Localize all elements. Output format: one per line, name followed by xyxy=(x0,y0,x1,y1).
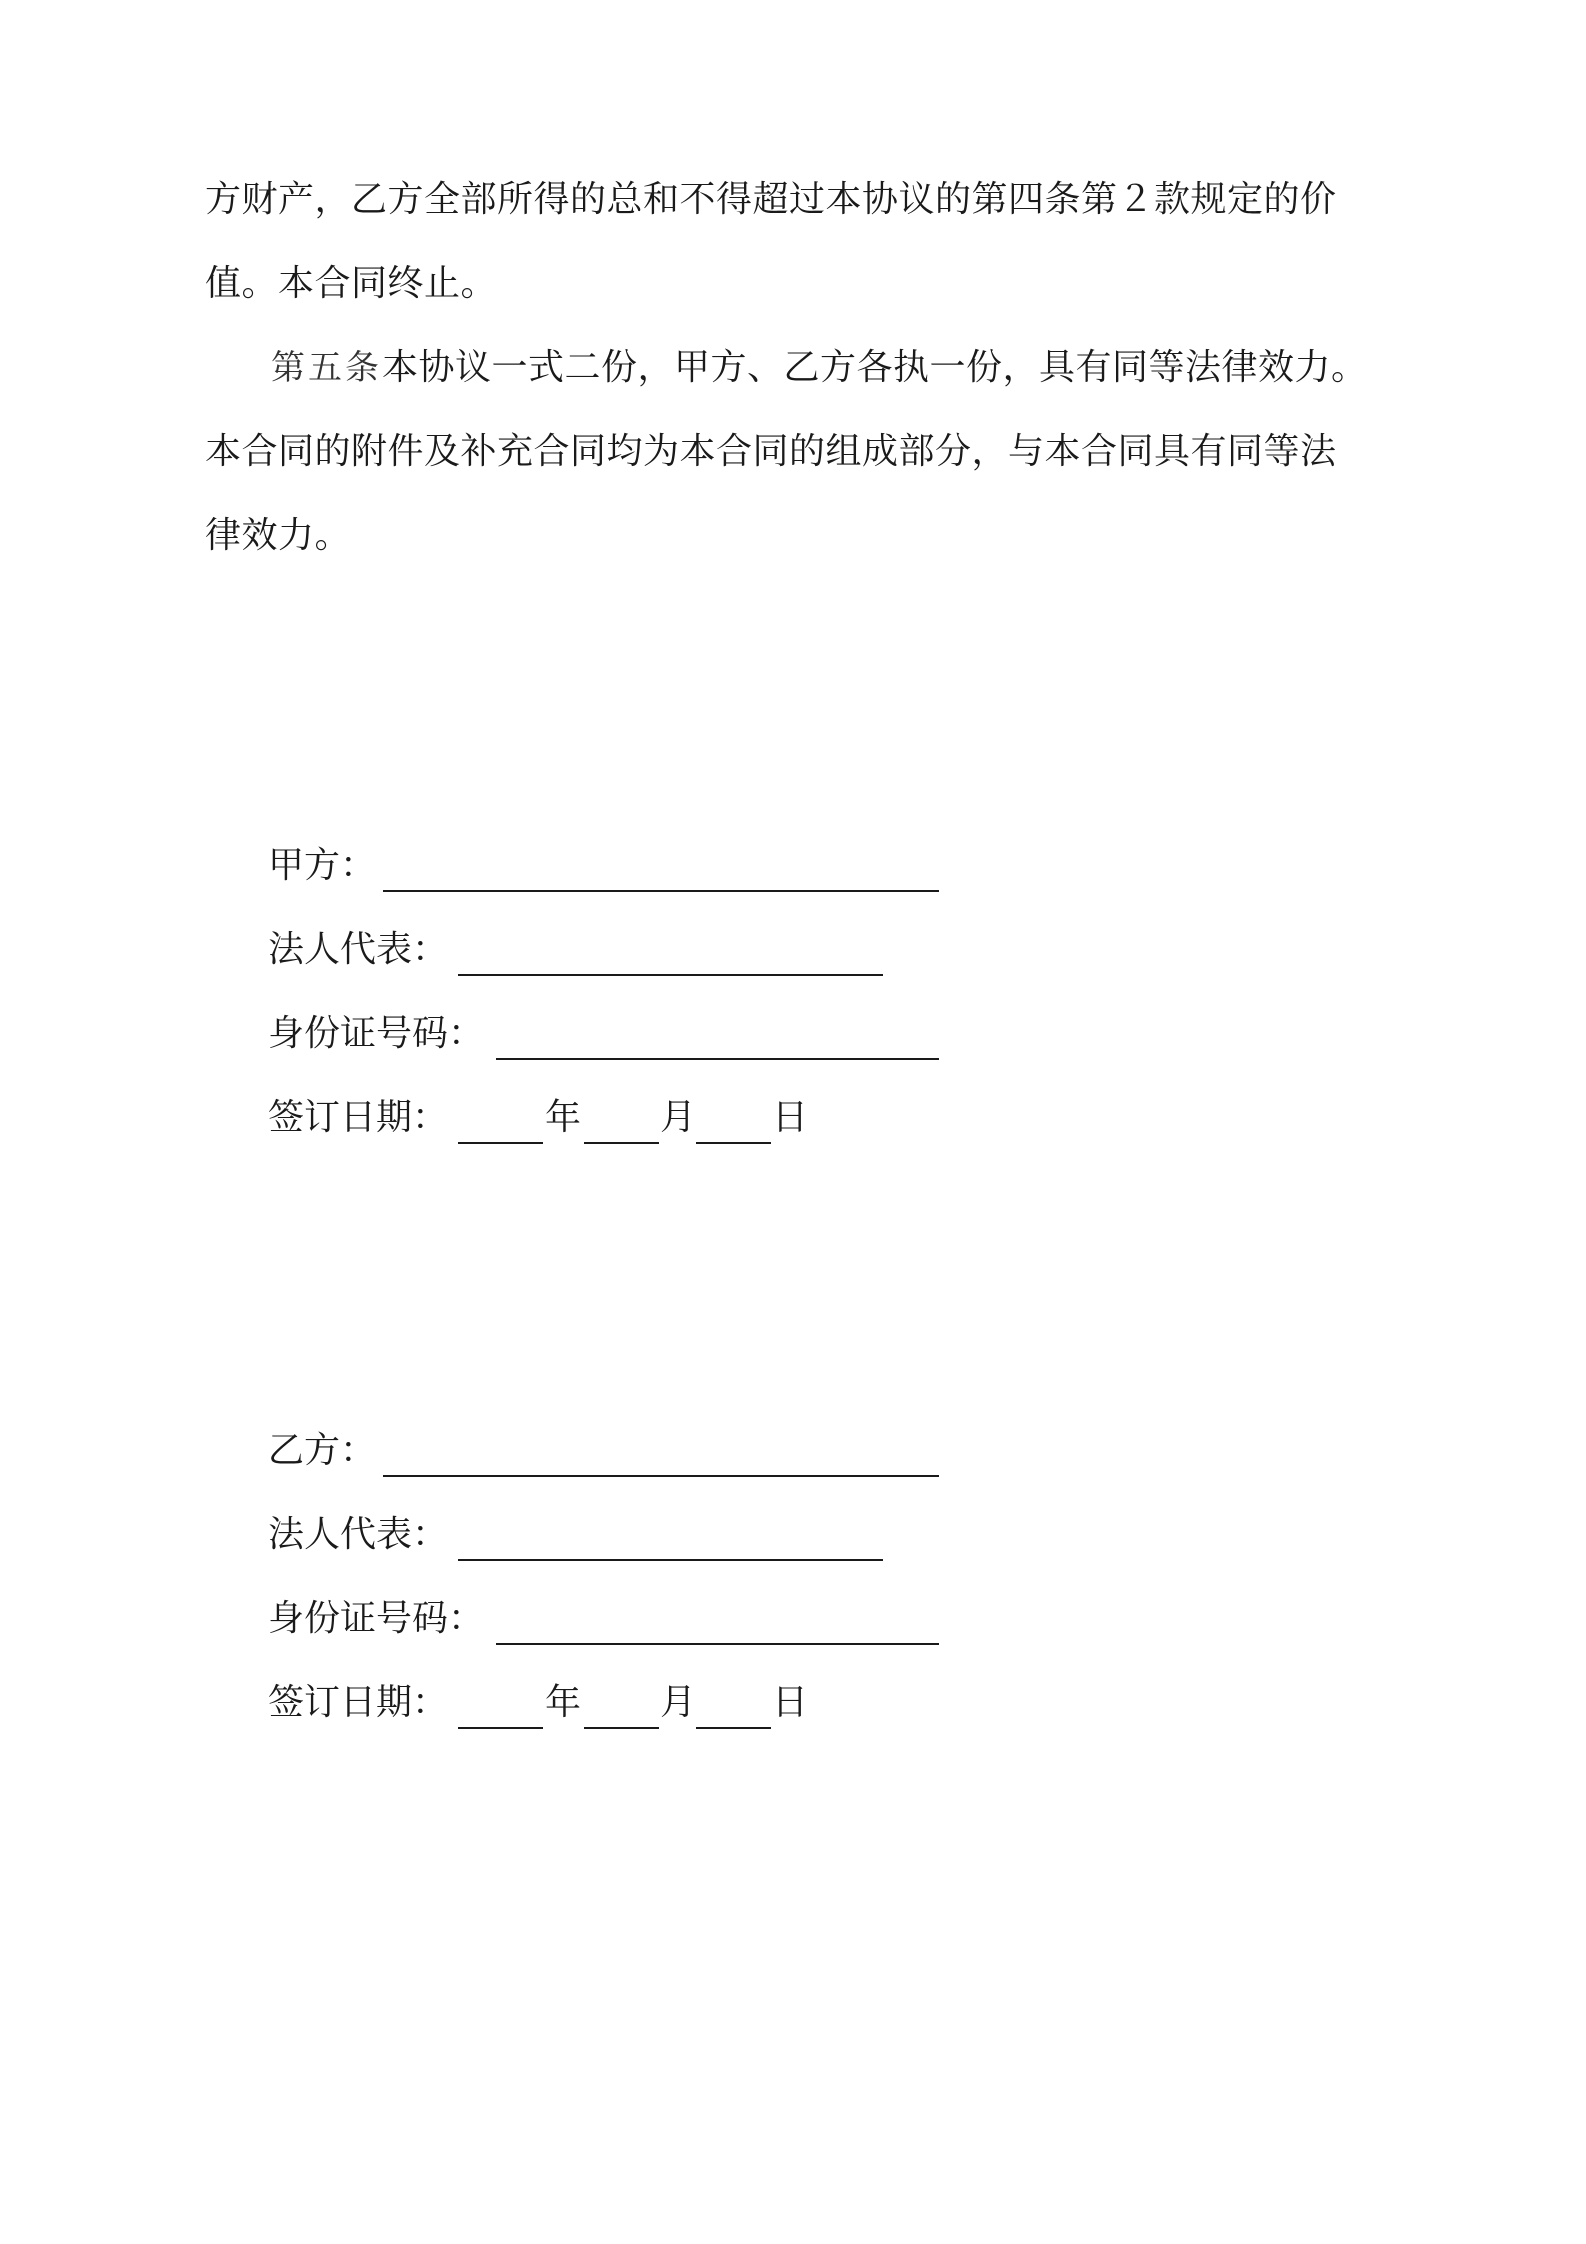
party-a-date-label: 签订日期： xyxy=(268,1097,449,1138)
paragraph-line: 本合同的附件及补充合同均为本合同的组成部分，与本合同具有同等法 xyxy=(205,431,1337,472)
party-b-day-field[interactable] xyxy=(696,1727,771,1729)
party-a-name-label: 甲方： xyxy=(268,845,377,886)
day-label: 日 xyxy=(772,1097,809,1138)
party-b-rep-label: 法人代表： xyxy=(268,1514,449,1555)
party-a-month-field[interactable] xyxy=(584,1142,659,1144)
paragraph-text: 本协议一式二份，甲方、乙方各执一份，具有同等法律效力。 xyxy=(382,347,1368,388)
party-b-signature-block xyxy=(268,1425,968,1761)
party-b-month-field[interactable] xyxy=(584,1727,659,1729)
party-a-id-row xyxy=(268,1008,968,1092)
article-five-paragraph xyxy=(205,326,1385,578)
party-b-name-label: 乙方： xyxy=(268,1430,377,1471)
party-b-year-field[interactable] xyxy=(458,1727,543,1729)
year-label: 年 xyxy=(545,1682,582,1723)
party-b-id-field[interactable] xyxy=(496,1643,939,1645)
paragraph-line: 方财产，乙方全部所得的总和不得超过本协议的第四条第２款规定的价 xyxy=(205,179,1337,220)
contract-paragraph-continuation xyxy=(205,158,1385,326)
party-a-date-row xyxy=(268,1092,968,1176)
party-b-name-field[interactable] xyxy=(383,1475,939,1477)
party-a-id-label: 身份证号码： xyxy=(268,1013,485,1054)
party-b-rep-row xyxy=(268,1509,968,1593)
paragraph-line: 律效力。 xyxy=(205,515,352,556)
party-a-signature-block xyxy=(268,840,968,1176)
party-a-year-field[interactable] xyxy=(458,1142,543,1144)
month-label: 月 xyxy=(660,1682,697,1723)
paragraph-line xyxy=(205,326,1385,410)
month-label: 月 xyxy=(660,1097,697,1138)
party-a-name-field[interactable] xyxy=(383,890,939,892)
party-b-id-label: 身份证号码： xyxy=(268,1598,485,1639)
party-b-rep-field[interactable] xyxy=(458,1559,883,1561)
party-a-rep-row xyxy=(268,924,968,1008)
party-a-id-field[interactable] xyxy=(496,1058,939,1060)
year-label: 年 xyxy=(545,1097,582,1138)
party-a-day-field[interactable] xyxy=(696,1142,771,1144)
article-number: 第五条 xyxy=(271,348,382,388)
paragraph-line: 值。本合同终止。 xyxy=(205,263,498,304)
day-label: 日 xyxy=(772,1682,809,1723)
party-b-name-row xyxy=(268,1425,968,1509)
party-b-id-row xyxy=(268,1593,968,1677)
party-a-rep-label: 法人代表： xyxy=(268,929,449,970)
party-a-name-row xyxy=(268,840,968,924)
party-a-rep-field[interactable] xyxy=(458,974,883,976)
party-b-date-row xyxy=(268,1677,968,1761)
party-b-date-label: 签订日期： xyxy=(268,1682,449,1723)
